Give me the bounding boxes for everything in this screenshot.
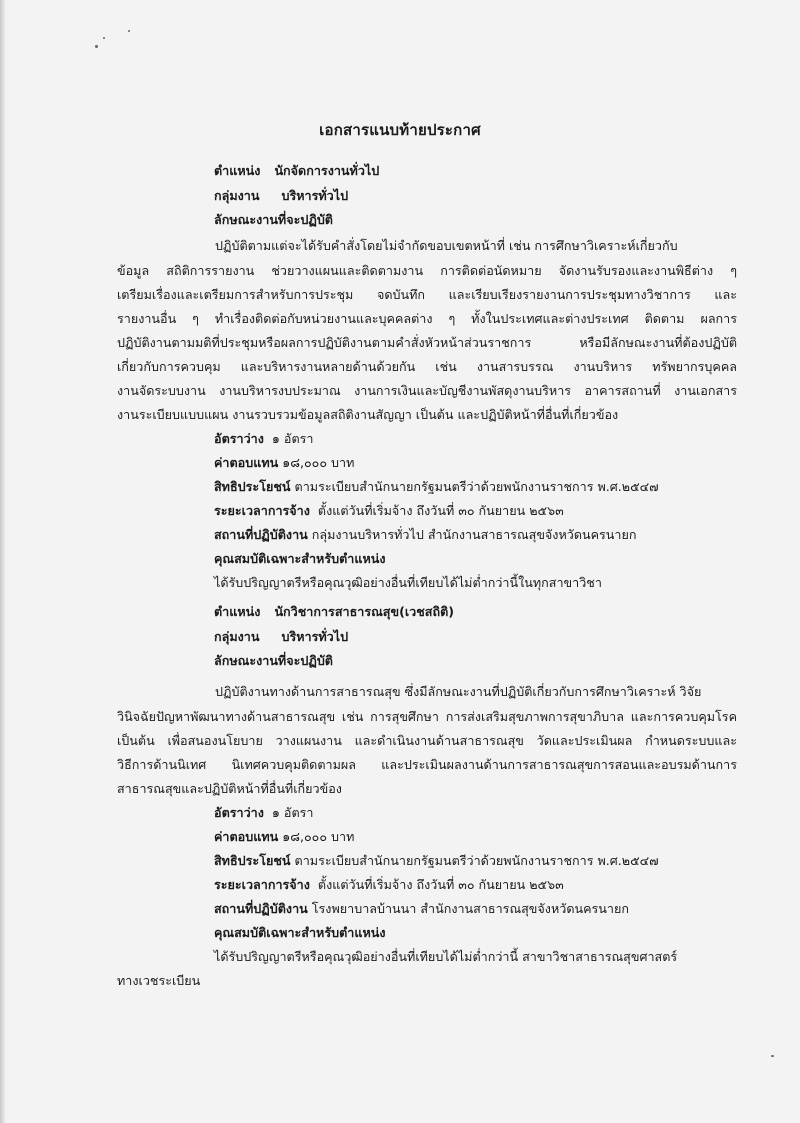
position-value: นักวิชาการสาธารณสุข(เวชสถิติ) [274, 604, 455, 619]
period-label: ระยะเวลาการจ้าง [214, 877, 310, 892]
position-2-benefit-row [214, 852, 659, 870]
position-1-benefit-row [214, 478, 659, 496]
benefit-value: ตามระเบียบสำนักนายกรัฐมนตรีว่าด้วยพนักงานราชการ พ.ศ.๒๕๔๗ [294, 479, 659, 494]
position-1-duties-line: รายงานอื่น ๆ ทำเรื่องติดต่อกับหน่วยงานและบุคคลต่าง ๆ ทั้งในประเทศและต่างประเทศ ติดตาม ผลการ [117, 311, 737, 326]
position-2-duties-line: วิธีการด้านนิเทศ นิเทศควบคุมติดตามผล และประเมินผลงานด้านการสาธารณสุขการสอนและอบรมด้านการ [117, 757, 737, 772]
position-2-duties-line: เป็นต้น เพื่อสนองนโยบาย วางแผนงาน และดำเนินงานด้านสาธารณสุข วัดและประเมินผล กำหนดระบบและ [117, 733, 737, 748]
position-1-duties-heading: ลักษณะงานที่จะปฏิบัติ [214, 212, 333, 227]
position-2-place-row [214, 900, 629, 918]
position-1-place-row [214, 526, 637, 544]
position-1-duties-line: งานระเบียบแบบแผน งานรวบรวมข้อมูลสถิติงานสัญญา เป็นต้น และปฏิบัติหน้าที่อื่นที่เกี่ยวข้อง [117, 407, 619, 422]
position-2-vacancy-row [214, 804, 313, 822]
pay-value: ๑๘,๐๐๐ บาท [282, 829, 355, 844]
period-value: ตั้งแต่วันที่เริ่มจ้าง ถึงวันที่ ๓๐ กันยายน ๒๕๖๓ [317, 503, 564, 518]
position-2-position-row [214, 603, 454, 621]
position-2-qual-heading: คุณสมบัติเฉพาะสำหรับตำแหน่ง [214, 925, 386, 940]
position-2-qual-line: ทางเวชระเบียน [117, 973, 201, 988]
place-label: สถานที่ปฏิบัติงาน [214, 527, 308, 542]
position-1-duties-line: เตรียมเรื่องและเตรียมการสำหรับการประชุม จดบันทึก และเรียบเรียงรายงานการประชุมทางวิชาการ และ [117, 287, 737, 302]
position-1-duties-line: ปฏิบัติตามแต่จะได้รับคำสั่งโดยไม่จำกัดขอบเขตหน้าที่ เช่น การศึกษาวิเคราะห์เกี่ยวกับ [215, 238, 678, 253]
benefit-label: สิทธิประโยชน์ [214, 853, 291, 868]
position-1-vacancy-row [214, 430, 313, 448]
position-2-duties-line: สาธารณสุขและปฏิบัติหน้าที่อื่นที่เกี่ยวข้อง [117, 781, 342, 796]
position-1-duties-line: เกี่ยวกับการควบคุม และบริหารงานหลายด้านด้วยกัน เช่น งานสารบรรณ งานบริหาร ทรัพยากรบุคคล [117, 359, 737, 374]
place-value: กลุ่มงานบริหารทั่วไป สำนักงานสาธารณสุขจังหวัดนครนายก [311, 527, 637, 542]
pay-label: ค่าตอบแทน [214, 829, 279, 844]
position-2-period-row [214, 876, 564, 894]
group-label: กลุ่มงาน [214, 188, 260, 203]
pay-value: ๑๘,๐๐๐ บาท [282, 455, 355, 470]
position-1-qual-line: ได้รับปริญญาตรีหรือคุณวุฒิอย่างอื่นที่เทียบได้ไม่ต่ำกว่านี้ในทุกสาขาวิชา [214, 575, 602, 590]
place-value: โรงพยาบาลบ้านนา สำนักงานสาธารณสุขจังหวัดนครนายก [311, 901, 629, 916]
group-value: บริหารทั่วไป [281, 188, 349, 203]
position-1-duties-line: ข้อมูล สถิติการรายงาน ช่วยวางแผนและติดตามงาน การติดต่อนัดหมาย จัดงานรับรองและงานพิธีต่าง ๆ [117, 263, 737, 278]
benefit-value: ตามระเบียบสำนักนายกรัฐมนตรีว่าด้วยพนักงานราชการ พ.ศ.๒๕๔๗ [294, 853, 659, 868]
document-title: เอกสารแนบท้ายประกาศ [319, 121, 481, 139]
group-value: บริหารทั่วไป [281, 629, 349, 644]
position-2-group-row [214, 628, 348, 646]
position-1-pay-row [214, 454, 354, 472]
vacancy-label: อัตราว่าง [214, 431, 264, 446]
position-2-pay-row [214, 828, 354, 846]
group-label: กลุ่มงาน [214, 629, 260, 644]
position-label: ตำแหน่ง [214, 163, 261, 178]
position-1-period-row [214, 502, 564, 520]
vacancy-label: อัตราว่าง [214, 805, 264, 820]
position-1-duties-line: งานจัดระบบงาน งานบริหารงบประมาณ งานการเงินและบัญชีงานพัสดุงานบริหาร อาคารสถานที่ งานเอกสาร [117, 383, 737, 398]
position-2-duties-line: วินิจฉัยปัญหาพัฒนาทางด้านสาธารณสุข เช่น การสุขศึกษา การส่งเสริมสุขภาพการสุขาภิบาล และการควบคุมโรค [117, 709, 737, 724]
position-label: ตำแหน่ง [214, 604, 261, 619]
position-1-qual-heading: คุณสมบัติเฉพาะสำหรับตำแหน่ง [214, 551, 386, 566]
vacancy-value: ๑ อัตรา [271, 805, 314, 820]
position-1-duties-line: ปฏิบัติงานตามมติที่ประชุมหรือผลการปฏิบัติงานตามคำสั่งหัวหน้าส่วนราชการ หรือมีลักษณะงานที่ต้องปฏิบัติ [117, 335, 737, 350]
position-2-duties-heading: ลักษณะงานที่จะปฏิบัติ [214, 653, 333, 668]
position-2-duties-line: ปฏิบัติงานทางด้านการสาธารณสุข ซึ่งมีลักษณะงานที่ปฏิบัติเกี่ยวกับการศึกษาวิเคราะห์ วิจัย [215, 684, 702, 699]
benefit-label: สิทธิประโยชน์ [214, 479, 291, 494]
position-2-qual-line: ได้รับปริญญาตรีหรือคุณวุฒิอย่างอื่นที่เทียบได้ไม่ต่ำกว่านี้ สาขาวิชาสาธารณสุขศาสตร์ [214, 949, 678, 964]
pay-label: ค่าตอบแทน [214, 455, 279, 470]
vacancy-value: ๑ อัตรา [271, 431, 314, 446]
place-label: สถานที่ปฏิบัติงาน [214, 901, 308, 916]
position-1-group-row [214, 187, 348, 205]
position-value: นักจัดการงานทั่วไป [274, 163, 380, 178]
period-value: ตั้งแต่วันที่เริ่มจ้าง ถึงวันที่ ๓๐ กันยายน ๒๕๖๓ [317, 877, 564, 892]
period-label: ระยะเวลาการจ้าง [214, 503, 310, 518]
position-1-position-row [214, 162, 379, 180]
